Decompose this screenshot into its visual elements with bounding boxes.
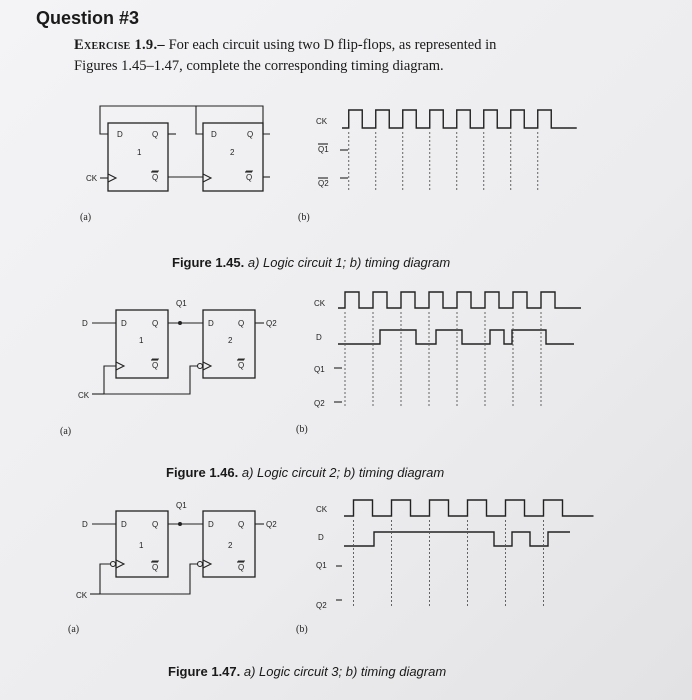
d-waveform — [344, 532, 570, 546]
ff1-q-label: Q — [152, 319, 159, 328]
ff1-qbar-label: Q — [152, 173, 159, 182]
caption-number: Figure 1.45. — [172, 255, 245, 270]
exercise-heading: Exercise 1.9.– — [74, 37, 165, 53]
ck-waveform — [342, 110, 577, 128]
clock-guide-lines — [345, 312, 541, 408]
ck-input-label: CK — [78, 391, 90, 400]
question-title: Question #3 — [36, 8, 140, 28]
q1-node-label: Q1 — [176, 501, 187, 510]
clock-guide-lines — [354, 520, 544, 608]
q2-output-label: Q2 — [266, 319, 277, 328]
ff2-number: 2 — [228, 336, 233, 345]
figure-1-47-caption — [168, 664, 446, 679]
ff1-number: 1 — [139, 336, 144, 345]
ff1-number: 1 — [139, 541, 144, 550]
input-d-label: D — [82, 319, 88, 328]
timing-label-ck: CK — [316, 117, 328, 126]
ff2-number: 2 — [230, 148, 235, 157]
timing-label-d: D — [318, 533, 324, 542]
caption-text: a) Logic circuit 2; b) timing diagram — [241, 465, 445, 480]
ff2-q-label: Q — [238, 520, 245, 529]
ff1-d-label: D — [121, 319, 127, 328]
input-d-label: D — [82, 520, 88, 529]
fig45-label-a: (a) — [80, 212, 92, 223]
figure-1-45-circuit — [80, 106, 270, 223]
figure-1-47-timing — [296, 500, 594, 635]
timing-label-q2: Q2 — [316, 601, 327, 610]
exercise-text-2: Figures 1.45–1.47, complete the corresponding timing diagram. — [74, 58, 444, 74]
figure-1-45-timing — [298, 110, 577, 223]
ff1-d-label: D — [121, 520, 127, 529]
ff1-q-label: Q — [152, 130, 159, 139]
ff1-number: 1 — [137, 148, 142, 157]
fig46-label-a: (a) — [60, 426, 72, 437]
ck-waveform — [338, 292, 581, 308]
fig46-label-b: (b) — [296, 424, 308, 435]
figure-1-47-circuit — [68, 501, 277, 635]
ff2-qbar-label: Q — [238, 361, 245, 370]
ck-input-label: CK — [86, 174, 98, 183]
ff2-d-label: D — [211, 130, 217, 139]
ff2-d-label: D — [208, 319, 214, 328]
ff1-d-label: D — [117, 130, 123, 139]
timing-label-ck: CK — [316, 505, 328, 514]
fig47-label-a: (a) — [68, 624, 80, 635]
ff2-qbar-label: Q — [246, 173, 253, 182]
ff1-qbar-label: Q — [152, 361, 159, 370]
ff2-q-label: Q — [238, 319, 245, 328]
timing-label-q1: Q1 — [314, 365, 325, 374]
figure-1-46-timing — [296, 292, 581, 435]
ck-input-label: CK — [76, 591, 88, 600]
exercise-text-1: For each circuit using two D flip-flops, as represented in — [168, 37, 497, 53]
timing-label-d: D — [316, 333, 322, 342]
caption-text: a) Logic circuit 1; b) timing diagram — [247, 255, 451, 270]
caption-text: a) Logic circuit 3; b) timing diagram — [243, 664, 447, 679]
clock-guide-lines — [349, 132, 538, 192]
q2-output-label: Q2 — [266, 520, 277, 529]
ff1-qbar-label: Q — [152, 563, 159, 572]
timing-label-q2: Q2 — [318, 179, 329, 188]
ff2-q-label: Q — [247, 130, 254, 139]
figure-1-46-caption — [166, 465, 444, 480]
ff2-number: 2 — [228, 541, 233, 550]
q1-node-label: Q1 — [176, 299, 187, 308]
ff2-d-label: D — [208, 520, 214, 529]
timing-label-q1: Q1 — [316, 561, 327, 570]
fig45-label-b: (b) — [298, 212, 310, 223]
fig47-label-b: (b) — [296, 624, 308, 635]
ff1-q-label: Q — [152, 520, 159, 529]
caption-number: Figure 1.47. — [168, 664, 241, 679]
timing-label-q1: Q1 — [318, 145, 329, 154]
figure-1-46-circuit — [60, 299, 277, 437]
timing-label-q2: Q2 — [314, 399, 325, 408]
ck-waveform — [344, 500, 594, 516]
timing-label-ck: CK — [314, 299, 326, 308]
caption-number: Figure 1.46. — [166, 465, 239, 480]
ff2-qbar-label: Q — [238, 563, 245, 572]
figure-1-45-caption — [172, 255, 450, 270]
